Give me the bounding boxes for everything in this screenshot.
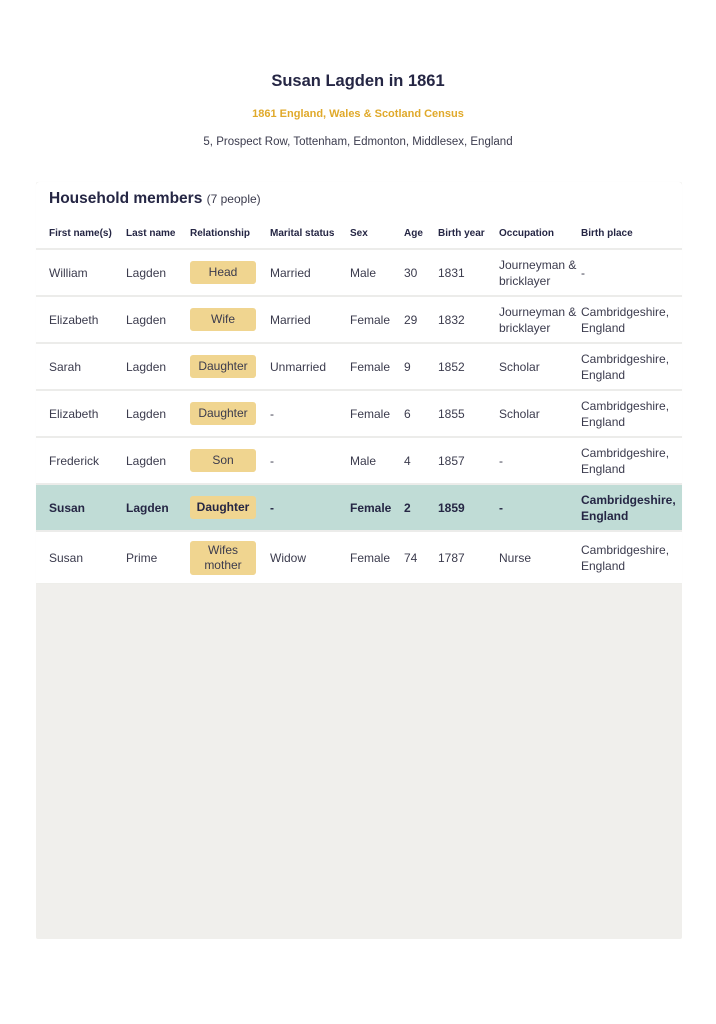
column-header-sex: Sex — [350, 218, 404, 249]
cell-marital-status: Married — [270, 296, 350, 343]
cell-birth-year: 1859 — [438, 484, 499, 531]
page-title: Susan Lagden in 1861 — [271, 72, 445, 90]
column-header-marital-status: Marital status — [270, 218, 350, 249]
column-header-first-name: First name(s) — [36, 218, 126, 249]
cell-last-name: Lagden — [126, 343, 190, 390]
cell-marital-status: Married — [270, 249, 350, 296]
column-header-last-name: Last name — [126, 218, 190, 249]
cell-sex: Female — [350, 343, 404, 390]
cell-last-name: Lagden — [126, 249, 190, 296]
cell-birth-place: Cambridgeshire, England — [581, 484, 682, 531]
table-row[interactable] — [36, 249, 682, 296]
household-heading-label: Household members — [49, 190, 203, 207]
cell-relationship — [190, 484, 270, 531]
cell-age: 6 — [404, 390, 438, 437]
column-header-age: Age — [404, 218, 438, 249]
census-name[interactable]: 1861 England, Wales & Scotland Census — [252, 108, 464, 120]
cell-age: 29 — [404, 296, 438, 343]
cell-relationship — [190, 390, 270, 437]
cell-birth-year: 1857 — [438, 437, 499, 484]
household-count: (7 people) — [206, 192, 261, 206]
cell-occupation: - — [499, 484, 581, 531]
cell-birth-place: Cambridgeshire, England — [581, 296, 682, 343]
cell-marital-status: Unmarried — [270, 343, 350, 390]
cell-first-name[interactable]: Sarah — [36, 343, 126, 390]
cell-last-name: Lagden — [126, 437, 190, 484]
cell-marital-status: Widow — [270, 550, 307, 565]
cell-last-name: Lagden — [126, 296, 190, 343]
cell-age: 30 — [404, 249, 438, 296]
cell-relationship — [190, 437, 270, 484]
cell-last-name: Prime — [126, 550, 158, 565]
cell-marital-status: - — [270, 437, 350, 484]
cell-birth-year: 1852 — [438, 343, 499, 390]
cell-birth-year: 1831 — [438, 249, 499, 296]
cell-marital-status: - — [270, 390, 350, 437]
table-row-selected[interactable] — [36, 484, 682, 531]
cell-birth-year: 1855 — [438, 390, 499, 437]
cell-birth-place: Cambridgeshire, England — [581, 343, 682, 390]
cell-sex: Female — [350, 390, 404, 437]
cell-birth-place: Cambridgeshire, England — [581, 542, 670, 573]
column-header-relationship: Relationship — [190, 218, 270, 249]
relationship-badge: Wife — [190, 308, 256, 331]
relationship-badge: Head — [190, 261, 256, 284]
cell-relationship — [190, 531, 270, 583]
cell-relationship — [190, 249, 270, 296]
cell-birth-year: 1832 — [438, 296, 499, 343]
cell-birth-year: 1787 — [438, 550, 465, 565]
relationship-badge: Son — [190, 449, 256, 472]
column-header-occupation: Occupation — [499, 218, 581, 249]
cell-sex: Female — [350, 550, 391, 565]
cell-first-name[interactable]: Susan — [36, 484, 126, 531]
household-table — [36, 218, 682, 583]
cell-birth-place: Cambridgeshire, England — [581, 390, 682, 437]
column-header-birth-year: Birth year — [438, 218, 499, 249]
relationship-badge: Daughter — [190, 496, 256, 519]
cell-marital-status: - — [270, 484, 350, 531]
cell-birth-place: Cambridgeshire, England — [581, 437, 682, 484]
table-row[interactable] — [36, 296, 682, 343]
cell-occupation: Nurse — [499, 550, 532, 565]
cell-first-name[interactable]: Frederick — [36, 437, 126, 484]
cell-occupation: Scholar — [499, 343, 581, 390]
cell-sex: Male — [350, 437, 404, 484]
table-row[interactable] — [36, 437, 682, 484]
cell-occupation: Journeyman & bricklayer — [499, 249, 581, 296]
cell-birth-place: - — [581, 249, 682, 296]
cell-last-name: Lagden — [126, 390, 190, 437]
census-address: 5, Prospect Row, Tottenham, Edmonton, Middlesex, England — [203, 136, 513, 148]
relationship-badge: Daughter — [190, 355, 256, 378]
cell-age: 4 — [404, 437, 438, 484]
cell-relationship — [190, 343, 270, 390]
table-row[interactable] — [36, 343, 682, 390]
cell-first-name[interactable]: William — [36, 249, 126, 296]
cell-relationship — [190, 296, 270, 343]
cell-occupation: - — [499, 437, 581, 484]
cell-occupation: Scholar — [499, 390, 581, 437]
cell-sex: Female — [350, 296, 404, 343]
table-row[interactable] — [36, 531, 682, 583]
column-header-birth-place: Birth place — [581, 218, 682, 249]
cell-first-name[interactable]: Susan — [49, 550, 84, 565]
relationship-badge: Wifes mother — [190, 541, 256, 575]
cell-sex: Male — [350, 249, 404, 296]
cell-age: 9 — [404, 343, 438, 390]
cell-first-name[interactable]: Elizabeth — [36, 296, 126, 343]
table-row[interactable] — [36, 390, 682, 437]
table-header-row — [36, 218, 682, 249]
cell-age: 74 — [404, 550, 418, 565]
household-heading — [36, 182, 682, 218]
household-card — [36, 182, 682, 939]
relationship-badge: Daughter — [190, 402, 256, 425]
cell-first-name[interactable]: Elizabeth — [36, 390, 126, 437]
household-panel — [36, 182, 682, 583]
cell-occupation: Journeyman & bricklayer — [499, 296, 581, 343]
cell-sex: Female — [350, 484, 404, 531]
cell-age: 2 — [404, 484, 438, 531]
cell-last-name: Lagden — [126, 484, 190, 531]
